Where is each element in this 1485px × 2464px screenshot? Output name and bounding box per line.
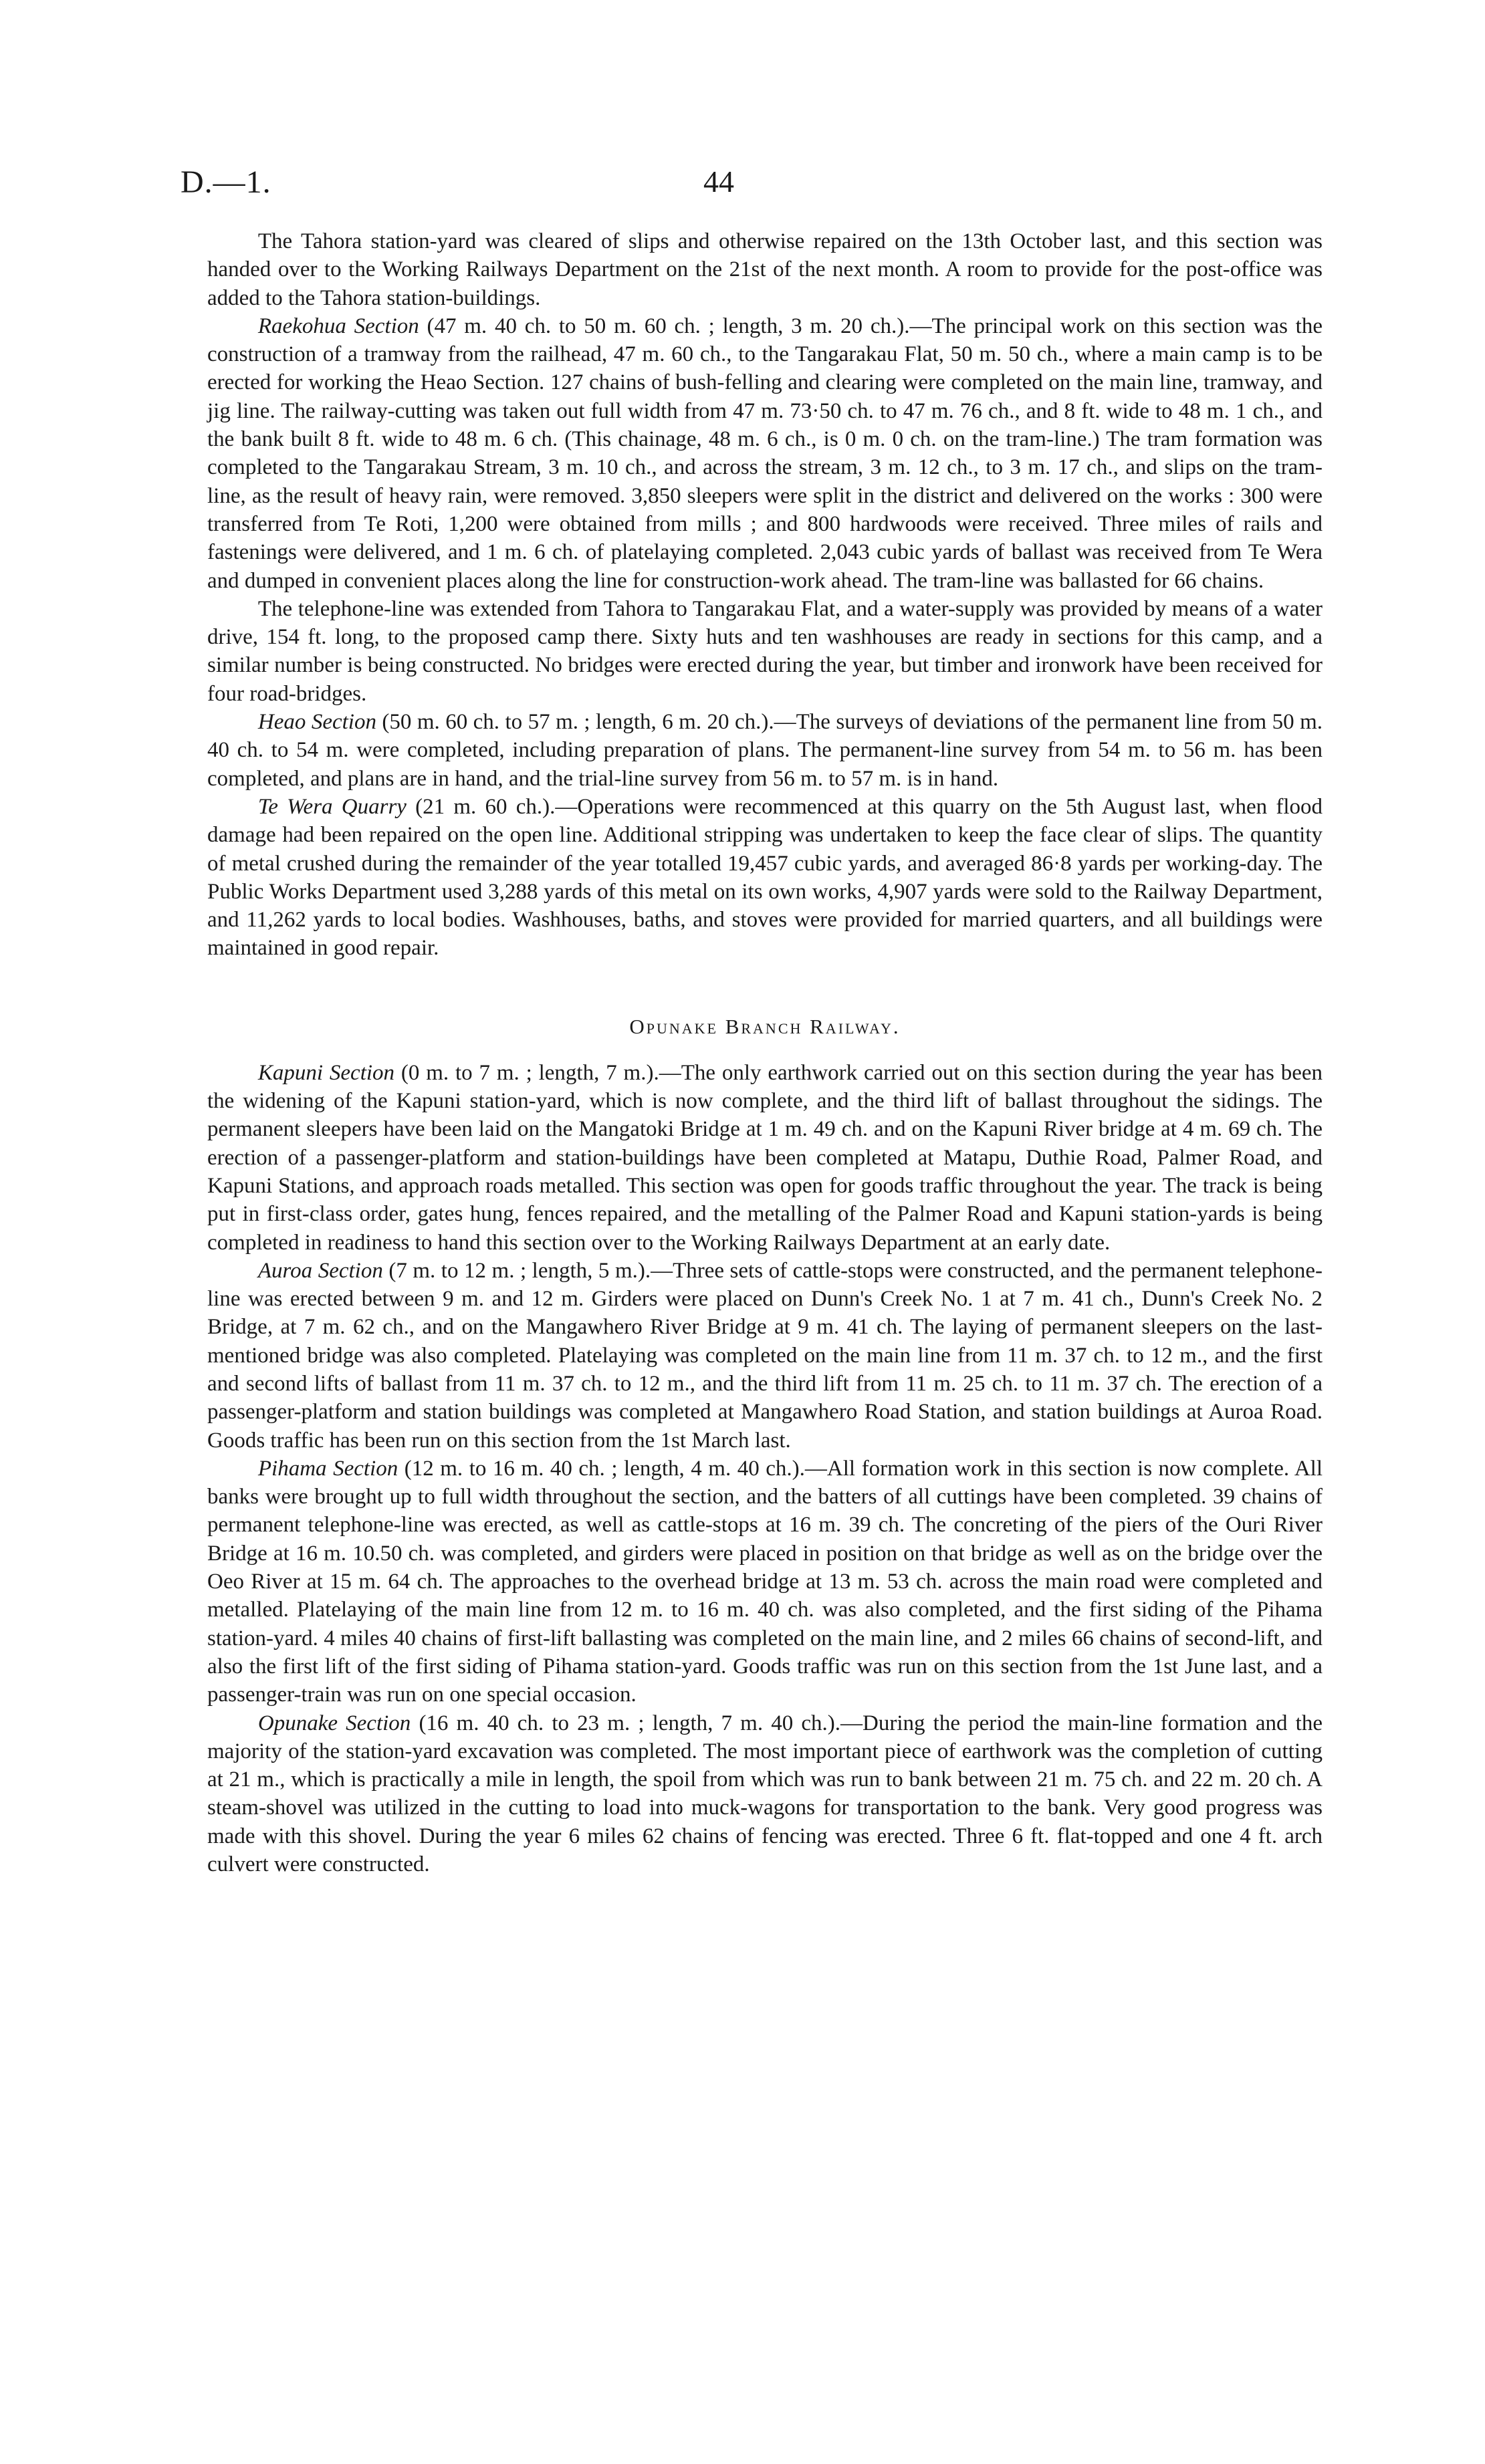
paragraph-pihama-section: Pihama Section (12 m. to 16 m. 40 ch. ; length, 4 m. 40 ch.).—All formation work in this section is now complete. All banks were brought up to full width throughout the section, and the batters of all cuttings have been completed. 39 chains of permanent telephone-line was erected, as well as cattle-stops at 16 m. 39 ch. The concreting of the piers of the Ouri River Bridge at 16 m. 10.50 ch. was completed, and girders were placed in position on that bridge as well as on the bridge over the Oeo River at 15 m. 64 ch. The approaches to the overhead bridge at 13 m. 53 ch. across the main road were completed and metalled. Platelaying of the main line from 12 m. to 16 m. 40 ch. was also completed, and the first siding of the Pihama station-yard. 4 miles 40 chains of first-lift ballasting was completed on the main line, and 2 miles 66 chains of second-lift, and also the first lift of the first siding of Pihama station-yard. Goods traffic was run on this section from the 1st June last, and a passenger-train was run on one special occasion. bbox=[207, 1456, 1323, 1707]
section-title-raekohua: Raekohua Section bbox=[257, 314, 419, 338]
paragraph-kapuni-section: Kapuni Section (0 m. to 7 m. ; length, 7 m.).—The only earthwork carried out on this section during the year has been the widening of the Kapuni station-yard, which is now complete, and the third lift of ballast throughout the sidings. The permanent sleepers have been laid on the Mangatoki Bridge at 1 m. 49 ch. and on the Kapuni River bridge at 4 m. 69 ch. The erection of a passenger-platform and station-buildings have been completed at Matapu, Duthie Road, Palmer Road, and Kapuni Stations, and approach roads metalled. This section was open for goods traffic throughout the year. The track is being put in first-class order, gates hung, fences repaired, and the metalling of the Palmer Road and Kapuni station-yards is being completed in readiness to hand this section over to the Working Railways Department at an early date. bbox=[207, 1060, 1323, 1255]
paragraph-auroa-section: Auroa Section (7 m. to 12 m. ; length, 5 m.).—Three sets of cattle-stops were constructed, and the permanent telephone-line was erected between 9 m. and 12 m. Girders were placed on Dunn's Creek No. 1 at 7 m. 41 ch., Dunn's Creek No. 2 Bridge, at 7 m. 62 ch., and on the Mangawhero River Bridge at 9 m. 41 ch. The laying of permanent sleepers on the last-mentioned bridge was also completed. Platelaying was completed on the main line from 11 m. 37 ch. to 12 m., and the first and second lifts of ballast from 11 m. 37 ch. to 12 m., and the third lift from 11 m. 25 ch. to 11 m. 37 ch. The erection of a passenger-platform and station buildings was completed at Mangawhero Road Station, and station buildings at Auroa Road. Goods traffic has been run on this section from the 1st March last. bbox=[207, 1258, 1323, 1453]
page-number: 44 bbox=[703, 164, 734, 199]
paragraph-raekohua-section: Raekohua Section (47 m. 40 ch. to 50 m. 60 ch. ; length, 3 m. 20 ch.).—The principal work on this section was the construction of a tramway from the railhead, 47 m. 60 ch., to the Tangarakau Flat, 50 m. 50 ch., where a main camp is to be erected for working the Heao Section. 127 chains of bush-felling and clearing were completed on the main line, tramway, and jig line. The railway-cutting was taken out full width from 47 m. 73·50 ch. to 47 m. 76 ch., and 8 ft. wide to 48 m. 1 ch., and the bank built 8 ft. wide to 48 m. 6 ch. (This chainage, 48 m. 6 ch., is 0 m. 0 ch. on the tram-line.) The tram formation was completed to the Tangarakau Stream, 3 m. 10 ch., and across the stream, 3 m. 12 ch., to 3 m. 17 ch., and slips on the tram-line, as the result of heavy rain, were removed. 3,850 sleepers were split in the district and delivered on the works : 300 were transferred from Te Roti, 1,200 were obtained from mills ; and 800 hardwoods were received. Three miles of rails and fastenings were delivered, and 1 m. 6 ch. of platelaying completed. 2,043 cubic yards of ballast was received from Te Wera and dumped in convenient places along the line for construction-work ahead. The tram-line was ballasted for 66 chains. bbox=[207, 314, 1323, 593]
section-title-auroa: Auroa Section bbox=[257, 1258, 383, 1283]
paragraph-heao-section: Heao Section (50 m. 60 ch. to 57 m. ; length, 6 m. 20 ch.).—The surveys of deviations of the permanent line from 50 m. 40 ch. to 54 m. were completed, including preparation of plans. The permanent-line survey from 54 m. to 56 m. has been completed, and plans are in hand, and the trial-line survey from 56 m. to 57 m. is in hand. bbox=[207, 710, 1323, 791]
section-title-te-wera: Te Wera Quarry bbox=[257, 794, 407, 819]
paragraph-tahora-yard: The Tahora station-yard was cleared of slips and otherwise repaired on the 13th October last, and this section was handed over to the Working Railways Department on the 21st of the next month. A room to provide for the post-office was added to the Tahora station-buildings. bbox=[207, 229, 1323, 310]
section-title-pihama: Pihama Section bbox=[257, 1456, 398, 1481]
section-title-heao: Heao Section bbox=[257, 710, 376, 735]
document-reference: D.—1. bbox=[181, 164, 271, 200]
paragraph-te-wera-quarry: Te Wera Quarry (21 m. 60 ch.).—Operations were recommenced at this quarry on the 5th August last, when flood damage had been repaired on the open line. Additional stripping was undertaken to keep the face clear of slips. The quantity of metal crushed during the remainder of the year totalled 19,457 cubic yards, and averaged 86·8 yards per working-day. The Public Works Department used 3,288 yards of this metal on its own works, 4,907 yards were sold to the Railway Department, and 11,262 yards to local bodies. Washhouses, baths, and stoves were provided for married quarters, and all buildings were maintained in good repair. bbox=[207, 794, 1323, 961]
paragraph-telephone-line: The telephone-line was extended from Tahora to Tangarakau Flat, and a water-supply was provided by means of a water drive, 154 ft. long, to the proposed camp there. Sixty huts and ten washhouses are ready in sections for this camp, and a similar number is being constructed. No bridges were erected during the year, but timber and ironwork have been received for four road-bridges. bbox=[207, 596, 1323, 706]
paragraph-opunake-section: Opunake Section (16 m. 40 ch. to 23 m. ; length, 7 m. 40 ch.).—During the period the main-line formation and the majority of the station-yard excavation was completed. The most important piece of earthwork was the completion of cutting at 21 m., which is practically a mile in length, the spoil from which was run to bank between 21 m. 75 ch. and 22 m. 20 ch. A steam-shovel was utilized in the cutting to load into muck-wagons for transportation to the bank. Very good progress was made with this shovel. During the year 6 miles 62 chains of fencing was erected. Three 6 ft. flat-topped and one 4 ft. arch culvert were constructed. bbox=[207, 1711, 1323, 1877]
section-heading-opunake: Opunake Branch Railway. bbox=[629, 1014, 901, 1038]
section-title-kapuni: Kapuni Section bbox=[257, 1060, 395, 1085]
document-body bbox=[207, 227, 1323, 1878]
section-title-opunake: Opunake Section bbox=[257, 1711, 411, 1735]
